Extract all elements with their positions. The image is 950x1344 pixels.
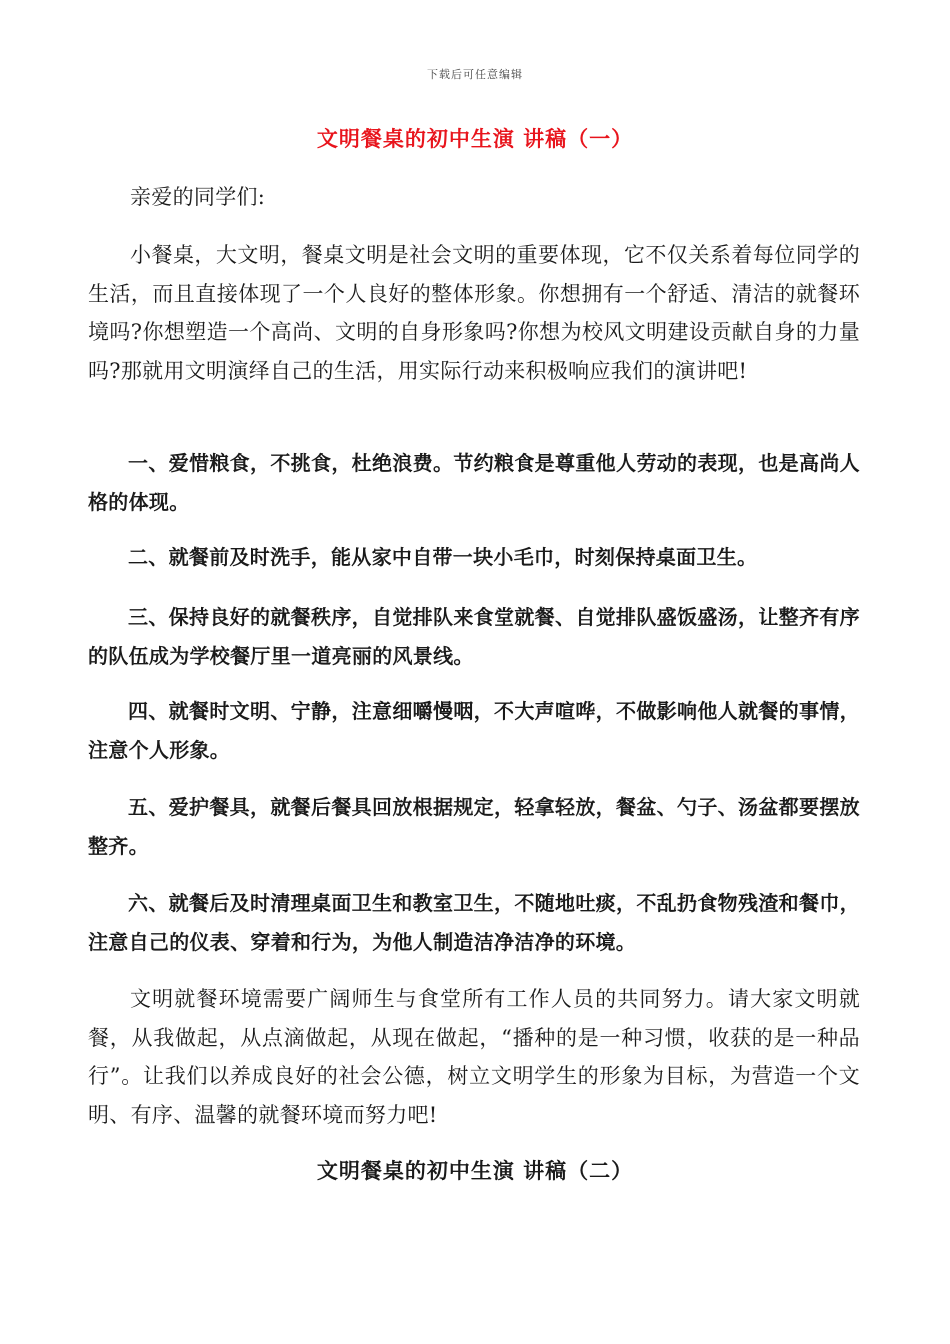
greeting-paragraph: 亲爱的同学们:	[130, 185, 266, 209]
rule-item-4: 四、就餐时文明、宁静，注意细嚼慢咽，不大声喧哗，不做影响他人就餐的事情，注意个人形象。	[88, 699, 860, 762]
speech-title-1: 文明餐桌的初中生演 讲稿（一）	[316, 126, 634, 151]
intro-paragraph: 小餐桌，大文明，餐桌文明是社会文明的重要体现，它不仅关系着每位同学的生活，而且直接体现了一个人良好的整体形象。你想拥有一个舒适、清洁的就餐环境吗?你想塑造一个高尚、文明的自身形象吗?你想为校风文明建设贡献自身的力量吗?那就用文明演绎自己的生活，用实际行动来积极响应我们的演讲吧!	[88, 243, 860, 383]
closing-paragraph: 文明就餐环境需要广阔师生与食堂所有工作人员的共同努力。请大家文明就餐，从我做起，从点滴做起，从现在做起，“播种的是一种习惯，收获的是一种品行”。让我们以养成良好的社会公德，树立文明学生的形象为目标，为营造一个文明、有序、温馨的就餐环境而努力吧!	[88, 987, 860, 1127]
page-header-note: 下载后可任意编辑	[427, 68, 523, 81]
rule-item-5: 五、爱护餐具，就餐后餐具回放根据规定，轻拿轻放，餐盆、勺子、汤盆都要摆放整齐。	[88, 795, 860, 858]
rule-item-3: 三、保持良好的就餐秩序，自觉排队来食堂就餐、自觉排队盛饭盛汤，让整齐有序的队伍成为学校餐厅里一道亮丽的风景线。	[88, 605, 860, 668]
rule-item-1: 一、爱惜粮食，不挑食，杜绝浪费。节约粮食是尊重他人劳动的表现，也是高尚人格的体现。	[88, 451, 860, 514]
speech-title-2: 文明餐桌的初中生演 讲稿（二）	[316, 1158, 634, 1183]
rule-item-2: 二、就餐前及时洗手，能从家中自带一块小毛巾，时刻保持桌面卫生。	[128, 545, 758, 569]
rule-item-6: 六、就餐后及时清理桌面卫生和教室卫生，不随地吐痰，不乱扔食物残渣和餐巾，注意自己的仪表、穿着和行为，为他人制造洁净洁净的环境。	[88, 891, 860, 954]
